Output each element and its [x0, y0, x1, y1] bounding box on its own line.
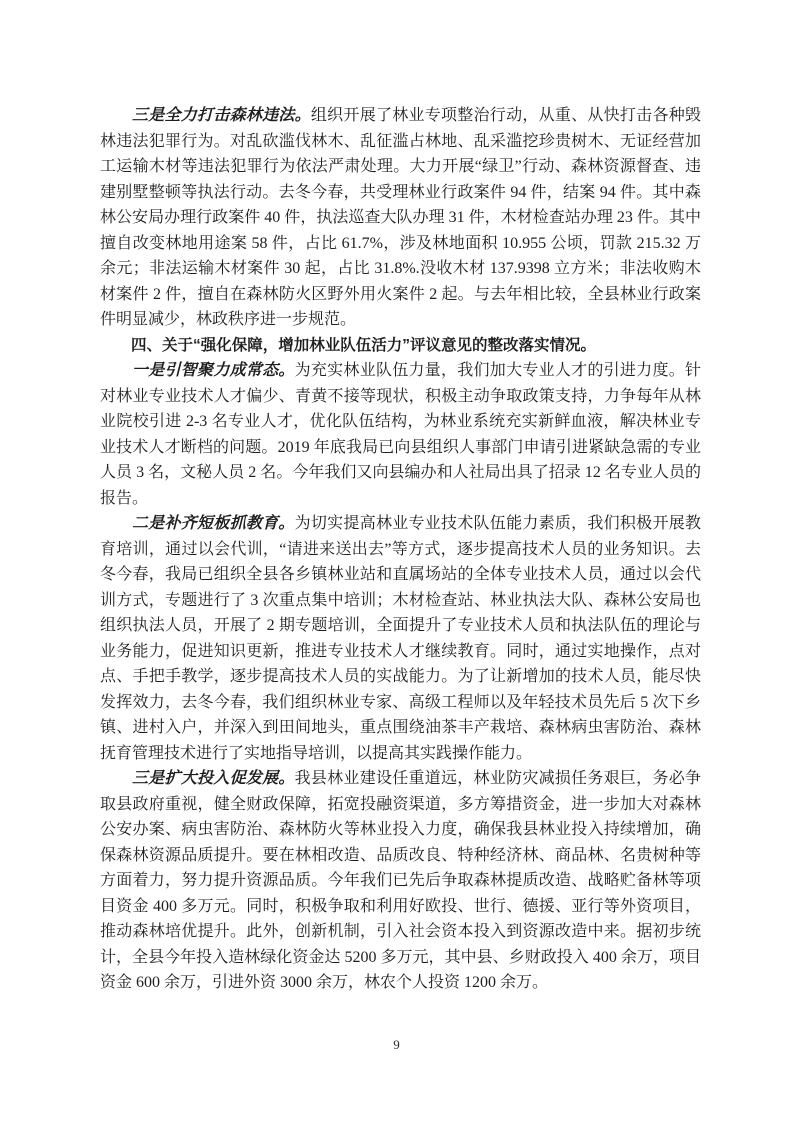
paragraph-text: 为切实提高林业专业技术队伍能力素质，我们积极开展教育培训，通过以会代训，“请进来送出去”等方式，逐步提高技术人员的业务知识。去冬今春，我局已组织全县各乡镇林业站和直属场站的全体专业技术人员，通过以会代训方式，专题进行了 3 次重点集中培训；木材检查站、林业执法大队、森林公安局也组织执法人员，开展了 2 期专题培训，全面提升了专业技术人员和执法队伍的理论与业务能力，促进知识更新，推进专业技术人才继续教育。同时，通过实地操作，点对点、手把手教学，逐步提高技术人员的实战能力。为了让新增加的技术人员，能尽快发挥效力，去冬今春，我们组织林业专家、高级工程师以及年轻技术员先后 5 次下乡镇、进村入户，并深入到田间地头，重点围绕油茶丰产栽培、森林病虫害防治、森林抚育管理技术进行了实地指导培训，以提高其实践操作能力。 [100, 515, 701, 762]
run-in-heading: 二是补齐短板抓教育。 [132, 515, 295, 532]
paragraph-text: 我县林业建设任重道远，林业防灾减损任务艰巨，务必争取县政府重视，健全财政保障，拓宽投融资渠道，多方筹措资金，进一步加大对森林公安办案、病虫害防治、森林防火等林业投入力度，确保我县林业投入持续增加，确保森林资源品质提升。要在林相改造、品质改良、特种经济林、商品林、名贵树种等方面着力，努力提升资源品质。今年我们已先后争取森林提质改造、战略贮备林等项目资金 400 多万元。同时，积极争取和利用好欧投、世行、德援、亚行等外资项目，推动森林培优提升。此外，创新机制，引入社会资本投入到资源改造中来。据初步统计，全县今年投入造林绿化资金达 5200 多万元，其中县、乡财政投入 400 余万，项目资金 600 余万，引进外资 3000 余万，林农个人投资 1200 余万。 [100, 770, 701, 991]
paragraph-text: 为充实林业队伍力量，我们加大专业人才的引进力度。针对林业专业技术人才偏少、青黄不接等现状，积极主动争取政策支持，力争每年从林业院校引进 2-3 名专业人才，优化队伍结构，为林业系统充实新鲜血液，解决林业专业技术人才断档的问题。2019 年底我局已向县组织人事部门申请引进紧缺急需的专业人员 3 名，文秘人员 2 名。今年我们又向县编办和人社局出具了招录 12 名专业人员的报告。 [100, 362, 701, 507]
run-in-heading: 三是全力打击森林违法。 [132, 107, 311, 124]
paragraph-education-training [100, 511, 701, 766]
paragraph-forest-violation-crackdown [100, 103, 701, 333]
run-in-heading: 三是扩大投入促发展。 [132, 770, 295, 787]
section-heading-four: 四、关于“强化保障，增加林业队伍活力”评议意见的整改落实情况。 [131, 336, 597, 354]
paragraph-text: 组织开展了林业专项整治行动，从重、从快打击各种毁林违法犯罪行为。对乱砍滥伐林木、乱征滥占林地、乱采滥挖珍贵树木、无证经营加工运输木材等违法犯罪行为依法严肃处理。大力开展“绿卫”行动、森林资源督查、违建别墅整顿等执法行动。去冬今春，共受理林业行政案件 94 件，结案 94 件。其中森林公安局办理行政案件 40 件，执法巡查大队办理 31 件，木材检查站办理 23 件。其中擅自改变林地用途案 58 件，占比 61.7%，涉及林地面积 10.955 公顷，罚款 215.32 万余元；非法运输木材案件 30 起，占比 31.8%.没收木材 137.9398 立方米；非法收购木材案件 2 件，擅自在森林防火区野外用火案件 2 起。与去年相比较，全县林业行政案件明显减少，林政秩序进一步规范。 [100, 107, 701, 328]
paragraph-investment-expansion [100, 766, 701, 996]
document-body [100, 103, 701, 996]
run-in-heading: 一是引智聚力成常态。 [132, 362, 295, 379]
paragraph-talent-recruitment [100, 358, 701, 511]
page-number: 9 [393, 1037, 400, 1052]
